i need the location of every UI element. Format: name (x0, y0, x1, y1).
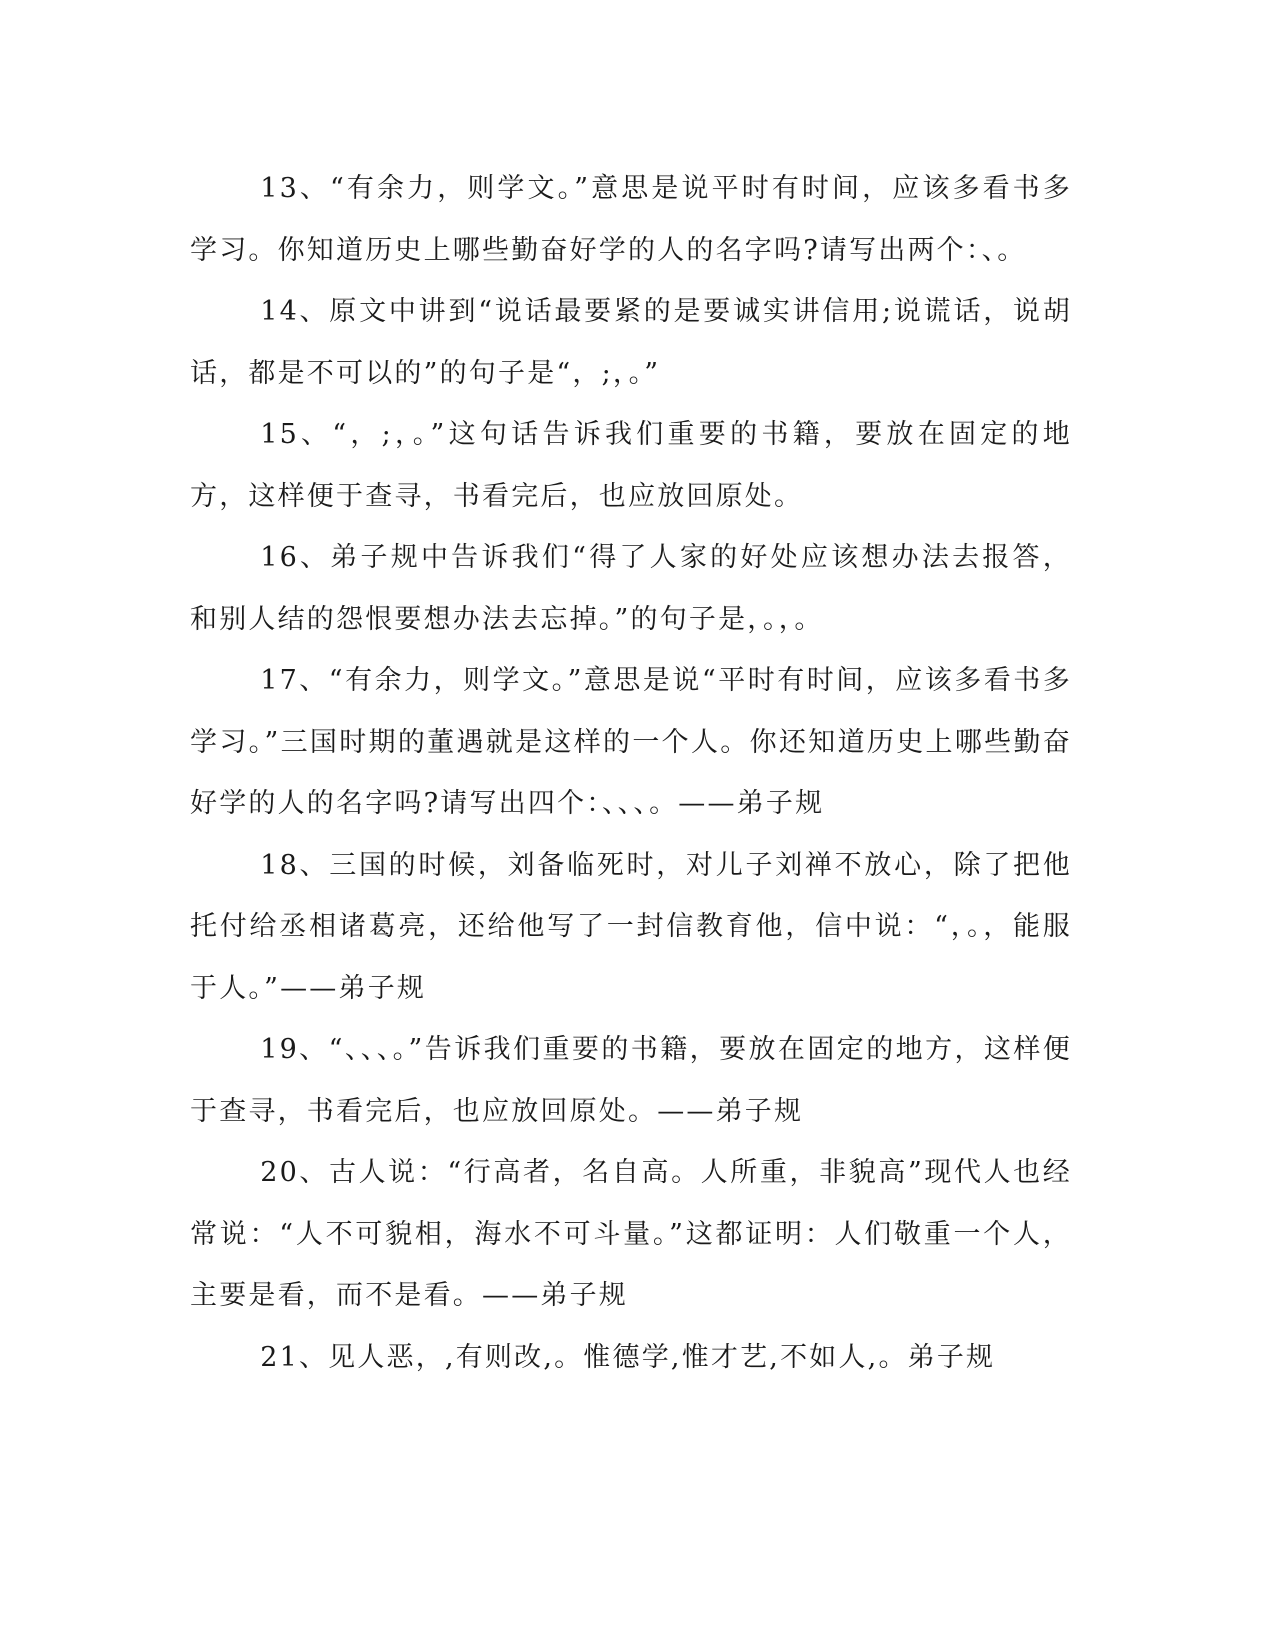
question-16: 16、弟子规中告诉我们“得了人家的好处应该想办法去报答，和别人结的怨恨要想办法去忘掉。”的句子是，。，。 (190, 542, 1072, 635)
question-18: 18、三国的时候，刘备临死时，对儿子刘禅不放心，除了把他托付给丞相诸葛亮，还给他写了一封信教育他，信中说：“，。，能服于人。”——弟子规 (190, 849, 1072, 1004)
document-body (190, 158, 1072, 1388)
question-17: 17、“有余力，则学文。”意思是说“平时有时间，应该多看书多学习。”三国时期的董遇就是这样的一个人。你还知道历史上哪些勤奋好学的人的名字吗?请写出四个：、、、。——弟子规 (190, 665, 1072, 819)
question-13: 13、“有余力，则学文。”意思是说平时有时间，应该多看书多学习。你知道历史上哪些勤奋好学的人的名字吗?请写出两个：、。 (190, 173, 1072, 266)
question-21: 21、见人恶，,有则改,。惟德学,惟才艺,不如人,。弟子规 (260, 1341, 996, 1373)
question-19: 19、“、、、。”告诉我们重要的书籍，要放在固定的地方，这样便于查寻，书看完后，也应放回原处。——弟子规 (190, 1034, 1072, 1127)
question-14: 14、原文中讲到“说话最要紧的是要诚实讲信用;说谎话，说胡话，都是不可以的”的句子是“，;，。” (190, 296, 1072, 389)
question-20: 20、古人说：“行高者，名自高。人所重，非貌高”现代人也经常说：“人不可貌相，海水不可斗量。”这都证明：人们敬重一个人，主要是看，而不是看。——弟子规 (190, 1157, 1072, 1311)
question-15: 15、“，;，。”这句话告诉我们重要的书籍，要放在固定的地方，这样便于查寻，书看完后，也应放回原处。 (190, 419, 1072, 512)
